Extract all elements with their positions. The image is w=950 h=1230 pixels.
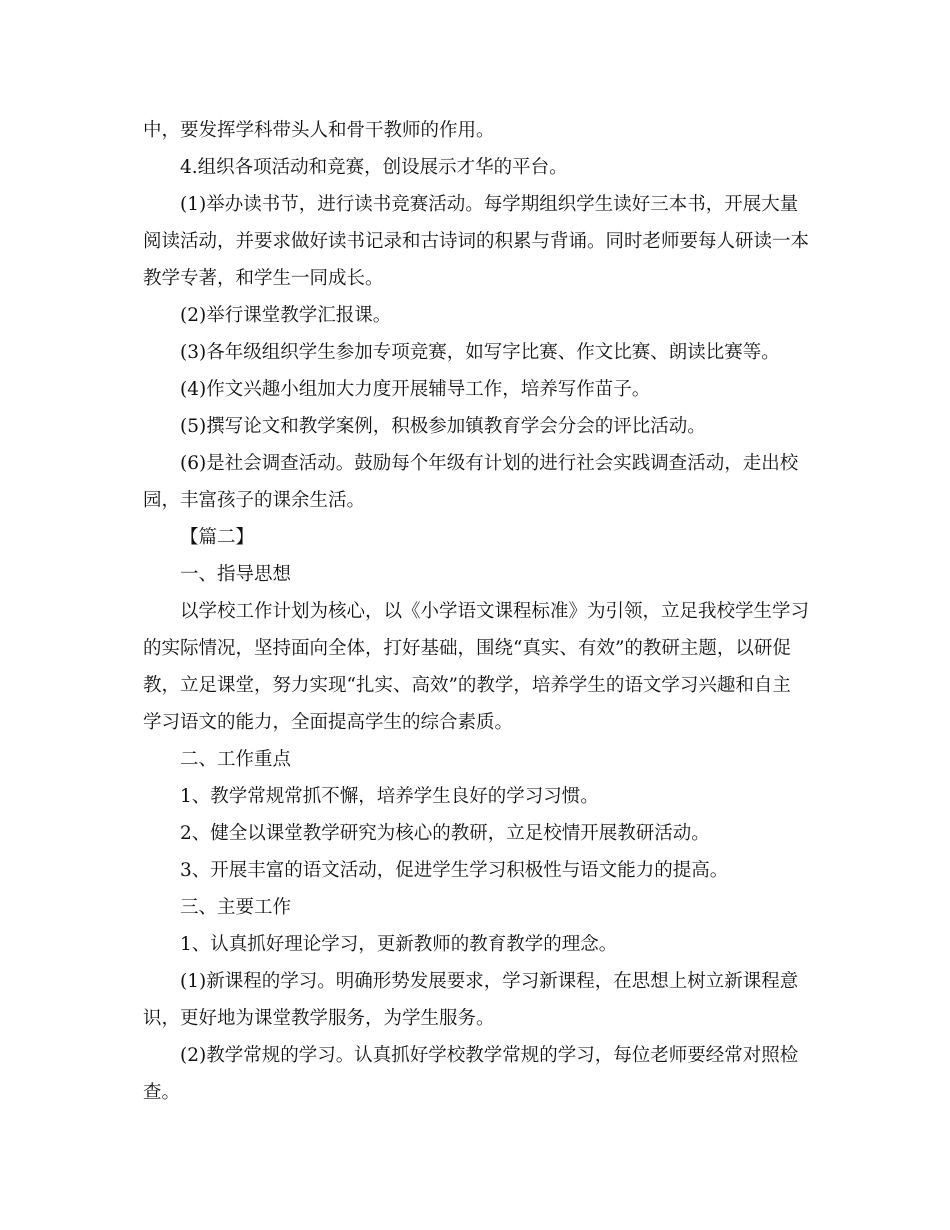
main-work-subitem-2: (2)教学常规的学习。认真抓好学校教学常规的学习，每位老师要经常对照检查。 bbox=[143, 1045, 799, 1103]
work-focus-item-2: 2、健全以课堂教学研究为核心的教研，立足校情开展教研活动。 bbox=[180, 823, 710, 844]
paragraph-6: (4)作文兴趣小组加大力度开展辅导工作，培养写作苗子。 bbox=[180, 379, 651, 400]
paragraph-guiding-thought: 以学校工作计划为核心，以《小学语文课程标准》为引领，立足我校学生学习的实际情况，坚持面向全体，打好基础，围绕“真实、有效”的教研主题，以研促教，立足课堂，努力实现“扎实、高效”的教学，培养学生的语文学习兴趣和自主学习语文的能力，全面提高学生的综合素质。 bbox=[143, 601, 810, 733]
paragraph-5: (3)各年级组织学生参加专项竞赛，如写字比赛、作文比赛、朗读比赛等。 bbox=[180, 342, 780, 363]
paragraph-7: (5)撰写论文和教学案例，积极参加镇教育学会分会的评比活动。 bbox=[180, 416, 706, 437]
paragraph-1: 中，要发挥学科带头人和骨干教师的作用。 bbox=[143, 120, 495, 141]
paragraph-8: (6)是社会调查活动。鼓励每个年级有计划的进行社会实践调查活动，走出校园，丰富孩子的课余生活。 bbox=[143, 453, 799, 511]
main-work-subitem-1: (1)新课程的学习。明确形势发展要求，学习新课程，在思想上树立新课程意识，更好地为课堂教学服务，为学生服务。 bbox=[143, 971, 799, 1029]
work-focus-item-3: 3、开展丰富的语文活动，促进学生学习积极性与语文能力的提高。 bbox=[180, 860, 729, 881]
section-heading-guiding-thought: 一、指导思想 bbox=[180, 564, 292, 585]
section-heading-part-two: 【篇二】 bbox=[180, 527, 255, 548]
paragraph-4: (2)举行课堂教学汇报课。 bbox=[180, 305, 392, 326]
section-heading-work-focus: 二、工作重点 bbox=[180, 749, 292, 770]
paragraph-2: 4.组织各项活动和竞赛，创设展示才华的平台。 bbox=[180, 157, 568, 178]
document-body bbox=[143, 112, 809, 1111]
main-work-item-1: 1、认真抓好理论学习，更新教师的教育教学的理念。 bbox=[180, 934, 618, 955]
paragraph-3: (1)举办读书节，进行读书竞赛活动。每学期组织学生读好三本书，开展大量阅读活动，并要求做好读书记录和古诗词的积累与背诵。同时老师要每人研读一本教学专著，和学生一同成长。 bbox=[143, 194, 810, 289]
work-focus-item-1: 1、教学常规常抓不懈，培养学生良好的学习习惯。 bbox=[180, 786, 599, 807]
section-heading-main-work: 三、主要工作 bbox=[180, 897, 292, 918]
